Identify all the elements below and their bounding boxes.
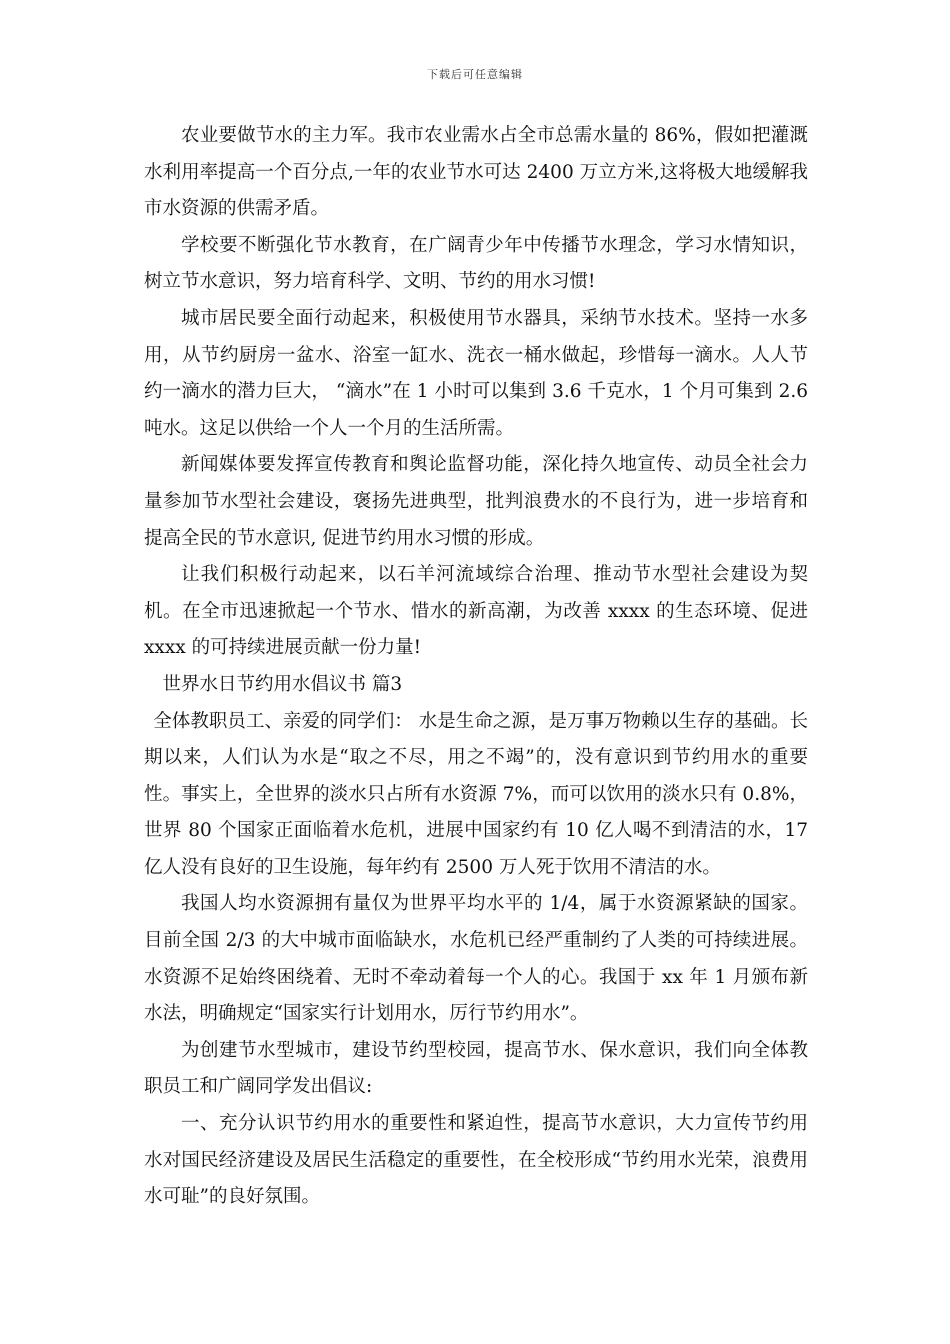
paragraph-agriculture: 农业要做节水的主力军。我市农业需水占全市总需水量的 86%，假如把灌溉水利用率提高一个百分点,一年的农业节水可达 2400 万立方米,这将极大地缓解我市水资源的供需矛盾。 (144, 125, 808, 220)
paragraph-media: 新闻媒体要发挥宣传教育和舆论监督功能，深化持久地宣传、动员全社会力量参加节水型社会建设，褒扬先进典型，批判浪费水的不良行为，进一步培育和提高全民的节水意识, 促进节约用水习惯的形成。 (144, 454, 808, 549)
paragraph-residents: 城市居民要全面行动起来，积极使用节水器具，采纳节水技术。坚持一水多用，从节约厨房一盆水、浴室一缸水、洗衣一桶水做起，珍惜每一滴水。人人节约一滴水的潜力巨大， “滴水”在 1 小时可以集到 3.6 千克水，1 个月可集到 2.6 吨水。这足以供给一个人一个月的生活所需。 (144, 307, 808, 439)
paragraph-china-water: 我国人均水资源拥有量仅为世界平均水平的 1/4，属于水资源紧缺的国家。目前全国 2/3 的大中城市面临缺水，水危机已经严重制约了人类的可持续进展。水资源不足始终困绕着、无时不牵动着每一个人的心。我国于 xx 年 1 月颁布新水法，明确规定“国家实行计划用水，厉行节约用水”。 (144, 893, 808, 1025)
paragraph-action: 让我们积极行动起来，以石羊河流域综合治理、推动节水型社会建设为契机。在全市迅速掀起一个节水、惜水的新高潮，为改善 xxxx 的生态环境、促进 xxxx 的可持续进展贡献一份力量! (144, 564, 808, 659)
paragraph-point-one: 一、充分认识节约用水的重要性和紧迫性，提高节水意识，大力宣传节约用水对国民经济建设及居民生活稳定的重要性，在全校形成“节约用水光荣，浪费用水可耻”的良好氛围。 (144, 1113, 808, 1208)
paragraph-salutation: 全体教职员工、亲爱的同学们： 水是生命之源，是万事万物赖以生存的基础。长期以来，人们认为水是“取之不尽，用之不竭”的，没有意识到节约用水的重要性。事实上，全世界的淡水只占所有水资源 7%，而可以饮用的淡水只有 0.8%，世界 80 个国家正面临着水危机，进展中国家约有 10 亿人喝不到清洁的水，17 亿人没有良好的卫生设施，每年约有 2500 万人死于饮用不清洁的水。 (144, 710, 808, 878)
section-heading: 世界水日节约用水倡议书 篇3 (162, 673, 403, 695)
document-body (144, 118, 808, 1216)
paragraph-school: 学校要不断强化节水教育，在广阔青少年中传播节水理念，学习水情知识，树立节水意识，努力培育科学、文明、节约的用水习惯! (144, 234, 808, 293)
page-header: 下载后可任意编辑 (427, 68, 523, 81)
paragraph-initiative: 为创建节水型城市，建设节约型校园，提高节水、保水意识，我们向全体教职员工和广阔同学发出倡议: (144, 1039, 808, 1098)
